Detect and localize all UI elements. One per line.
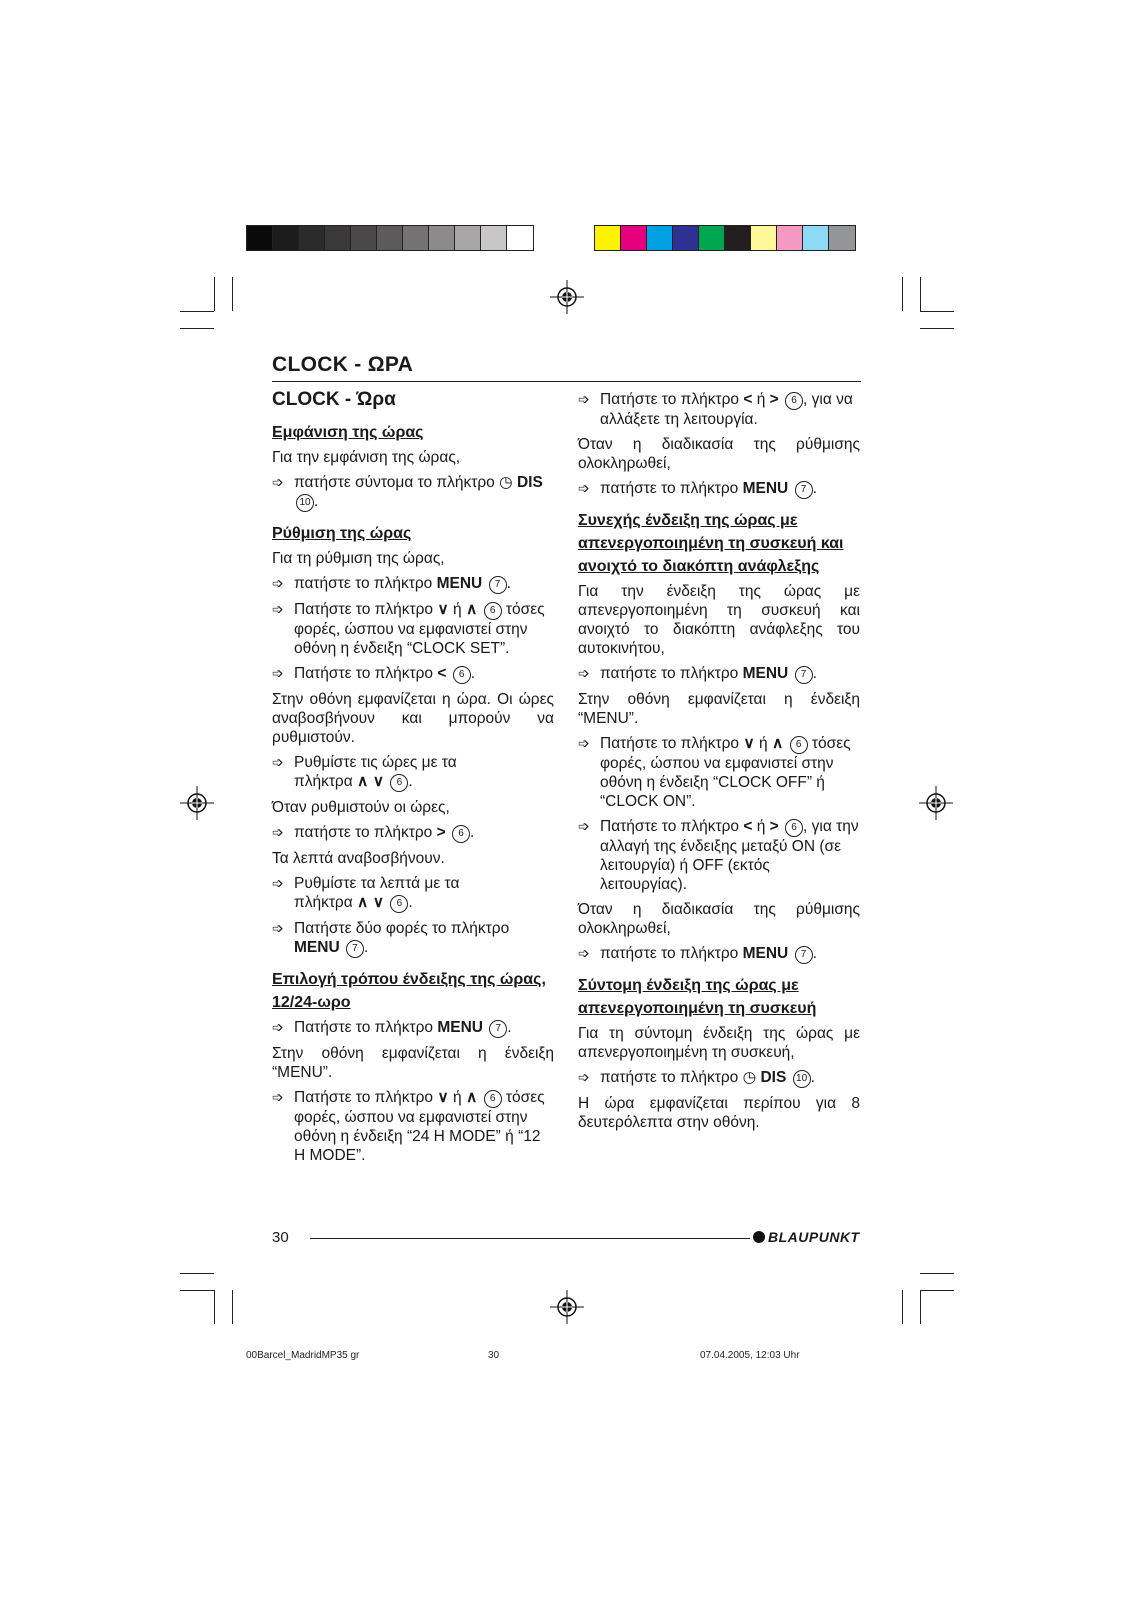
button-number: 6 [390,895,408,913]
button-number: 7 [795,666,813,684]
color-swatch [725,226,751,250]
up-arrow-icon: ∧ [357,773,369,790]
arrow-icon: ➩ [272,1019,284,1035]
button-number: 7 [795,946,813,964]
button-number: 7 [795,481,813,499]
arrow-icon: ➩ [578,480,590,496]
color-swatch [403,226,429,250]
color-bar [594,225,856,251]
paragraph: Για την ένδειξη της ώρας με απενεργοποιημένη τη συσκευή και ανοιχτό το διακόπτη ανάφλεξης του αυτοκινήτου, [578,583,860,657]
up-arrow-icon: ∧ [465,1089,478,1106]
crop-mark [214,277,215,311]
step-item: ➩ Ρυθμίστε τα λεπτά με τα πλήκτρα ∧ ∨ 6 . [272,875,460,911]
button-number: 6 [785,392,803,410]
step-item: ➩ Πατήστε το πλήκτρο MENU 7 . [272,1019,512,1036]
arrow-icon: ➩ [272,875,284,891]
color-swatch [299,226,325,250]
color-swatch [455,226,481,250]
crop-mark [920,1290,921,1324]
arrow-icon: ➩ [578,945,590,961]
step-item: ➩ πατήστε το πλήκτρο ◷ DIS 10 . [578,1069,815,1086]
crop-mark [902,1290,903,1324]
color-swatch [829,226,855,250]
crop-mark [180,1273,214,1274]
down-arrow-icon: ∨ [372,894,385,911]
heading-12-24-mode: Επιλογή τρόπου ένδειξης της ώρας, 12/24-ωρο [272,971,546,1011]
paragraph: Όταν η διαδικασία της ρύθμισης ολοκληρωθεί, [578,436,860,472]
color-swatch [751,226,777,250]
color-swatch [647,226,673,250]
section-title: CLOCK - Ώρα [272,389,396,410]
down-arrow-icon: ∨ [743,735,755,752]
crop-mark [232,277,233,311]
arrow-icon: ➩ [578,665,590,681]
arrow-icon: ➩ [272,601,284,617]
button-number: 7 [489,576,507,594]
heading-set-time: Ρύθμιση της ώρας [272,525,412,542]
crop-mark [232,1290,233,1324]
left-arrow-icon: < [743,391,753,408]
arrow-icon: ➩ [272,474,284,490]
step-item: ➩ πατήστε το πλήκτρο MENU 7 . [578,945,817,962]
grayscale-bar [246,225,534,251]
paragraph: Για τη ρύθμιση της ώρας, [272,550,445,567]
down-arrow-icon: ∨ [437,1089,449,1106]
heading-show-time: Εμφάνιση της ώρας [272,424,424,441]
crop-mark [902,277,903,311]
arrow-icon: ➩ [272,754,284,770]
page-number: 30 [272,1229,289,1246]
brand-logo: BLAUPUNKT [753,1229,860,1245]
right-column [578,390,860,1138]
paragraph: Η ώρα εμφανίζεται περίπου για 8 δευτερόλεπτα στην οθόνη. [578,1095,860,1131]
step-item: ➩ Πατήστε το πλήκτρο ∨ ή ∧ 6 τόσες φορές, ώσπου να εμφανιστεί στην οθόνη η ένδειξη “CLOCK OFF” ή “CLOCK ON”. [578,735,851,810]
step-item: ➩ Ρυθμίστε τις ώρες με τα πλήκτρα ∧ ∨ 6 . [272,754,457,790]
slug-filename: 00Barcel_MadridMP35 gr [246,1350,360,1361]
slug-page: 30 [488,1350,500,1361]
color-swatch [325,226,351,250]
step-item: ➩ πατήστε το πλήκτρο > 6 . [272,824,475,841]
crop-mark [180,328,214,329]
down-arrow-icon: ∨ [372,773,385,790]
registration-target-icon [550,280,584,314]
step-item: ➩ Πατήστε δύο φορές το πλήκτρο MENU 7 . [272,920,510,956]
arrow-icon: ➩ [272,665,284,681]
color-swatch [351,226,377,250]
button-number: 6 [790,736,808,754]
step-item: ➩ Πατήστε το πλήκτρο < ή > 6 , για να αλλάξετε τη λειτουργία. [578,391,853,428]
paragraph: Για την εμφάνιση της ώρας, [272,449,461,466]
crop-mark [920,1273,954,1274]
right-arrow-icon: > [769,391,779,408]
step-item: ➩ πατήστε το πλήκτρο MENU 7 . [578,665,817,682]
paragraph: Τα λεπτά αναβοσβήνουν. [272,850,445,867]
right-arrow-icon: > [769,818,779,835]
registration-target-icon [180,786,214,820]
arrow-icon: ➩ [272,575,284,591]
paragraph: Όταν η διαδικασία της ρύθμισης ολοκληρωθεί, [578,901,860,937]
button-number: 7 [489,1020,507,1038]
crop-mark [180,1290,214,1291]
button-number: 6 [390,774,408,792]
crop-mark [920,277,921,311]
button-number: 10 [793,1070,811,1088]
button-number: 6 [484,602,502,620]
left-arrow-icon: < [743,818,753,835]
left-column [272,390,554,1171]
step-item: ➩ Πατήστε το πλήκτρο ∨ ή ∧ 6 τόσες φορές, ώσπου να εμφανιστεί στην οθόνη η ένδειξη “CLOCK SET”. [272,601,545,657]
button-number: 6 [453,666,471,684]
paragraph: Για τη σύντομη ένδειξη της ώρας με απενεργοποιημένη τη συσκευή, [578,1025,860,1061]
heading-short-display: Σύντομη ένδειξη της ώρας με απενεργοποιημένη τη συσκευή [578,977,817,1017]
logo-dot-icon [753,1231,765,1243]
step-item: ➩ πατήστε το πλήκτρο MENU 7 . [578,480,817,497]
arrow-icon: ➩ [578,735,590,751]
color-swatch [673,226,699,250]
crop-mark [920,311,954,312]
heading-continuous-display: Συνεχής ένδειξη της ώρας με απενεργοποιημένη τη συσκευή και ανοιχτό το διακόπτη ανάφλεξης [578,512,844,575]
arrow-icon: ➩ [578,391,590,407]
step-item: ➩ Πατήστε το πλήκτρο ∨ ή ∧ 6 τόσες φορές, ώσπου να εμφανιστεί στην οθόνη η ένδειξη “24 H MODE” ή “12 H MODE”. [272,1089,545,1164]
button-number: 6 [785,819,803,837]
button-number: 7 [346,940,364,958]
color-swatch [699,226,725,250]
paragraph: Όταν ρυθμιστούν οι ώρες, [272,799,450,816]
up-arrow-icon: ∧ [771,735,784,752]
page-title: CLOCK - ΩΡΑ [272,353,414,376]
crop-mark [920,1290,954,1291]
arrow-icon: ➩ [578,818,590,834]
color-swatch [429,226,455,250]
step-item: ➩ Πατήστε το πλήκτρο < 6 . [272,665,476,682]
color-swatch [481,226,507,250]
color-swatch [273,226,299,250]
footer-divider [310,1238,750,1239]
slug-date: 07.04.2005, 12:03 Uhr [700,1350,800,1361]
paragraph: Στην οθόνη εμφανίζεται η ώρα. Οι ώρες αναβοσβήνουν και μπορούν να ρυθμιστούν. [272,691,554,746]
up-arrow-icon: ∧ [465,601,478,618]
color-swatch [803,226,829,250]
color-swatch [595,226,621,250]
button-number: 6 [484,1090,502,1108]
color-swatch [247,226,273,250]
arrow-icon: ➩ [272,920,284,936]
color-swatch [377,226,403,250]
crop-mark [920,328,954,329]
crop-mark [180,311,214,312]
down-arrow-icon: ∨ [437,601,449,618]
left-arrow-icon: < [437,665,447,682]
title-divider [272,381,861,382]
arrow-icon: ➩ [272,824,284,840]
step-item: ➩ πατήστε το πλήκτρο MENU 7 . [272,575,511,592]
step-item: ➩ Πατήστε το πλήκτρο < ή > 6 , για την αλλαγή της ένδειξης μεταξύ ON (σε λειτουργία) ή OFF (εκτός λειτουργίας). [578,818,859,893]
clock-icon: ◷ [742,1069,757,1086]
button-number: 10 [296,494,314,512]
right-arrow-icon: > [436,824,446,841]
up-arrow-icon: ∧ [357,894,369,911]
clock-icon: ◷ [499,474,513,491]
arrow-icon: ➩ [272,1089,284,1105]
button-number: 6 [452,825,470,843]
registration-target-icon [919,786,953,820]
arrow-icon: ➩ [578,1069,590,1085]
color-swatch [777,226,803,250]
color-swatch [507,226,533,250]
registration-target-icon [550,1290,584,1324]
paragraph: Στην οθόνη εμφανίζεται η ένδειξη “MENU”. [272,1045,554,1081]
color-swatch [621,226,647,250]
crop-mark [214,1290,215,1324]
step-item: ➩ πατήστε σύντομα το πλήκτρο ◷ DIS 10 . [272,474,543,510]
paragraph: Στην οθόνη εμφανίζεται η ένδειξη “MENU”. [578,691,860,727]
